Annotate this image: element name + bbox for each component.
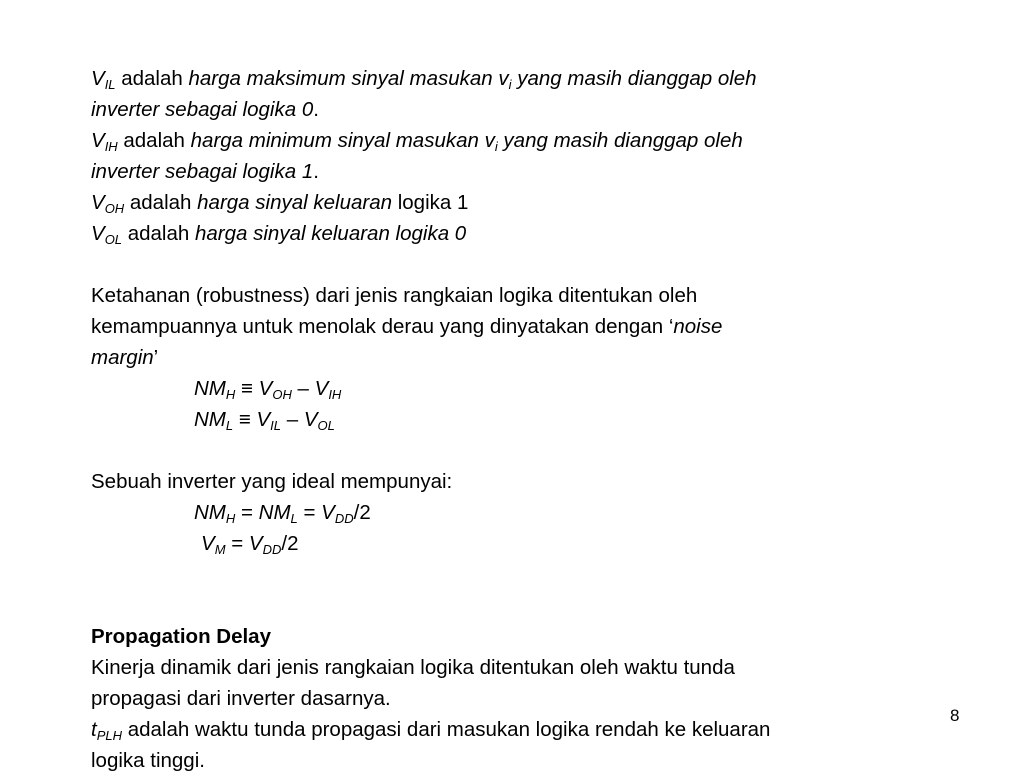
vih-adalah: adalah (117, 129, 191, 152)
vil-line2: inverter sebagai logika 0 (91, 98, 314, 121)
ideal-nm1: NM (194, 501, 226, 524)
voh-symbol: V (91, 191, 105, 214)
vol-subscript: OL (104, 232, 123, 247)
vih-line2: inverter sebagai logika 1 (91, 160, 314, 183)
nml-equiv: ≡ (233, 408, 257, 431)
vil-subscript: IL (104, 77, 116, 92)
voh-subscript: OH (104, 201, 125, 216)
voh-adalah: adalah (124, 191, 198, 214)
robustness-margin: margin (91, 346, 154, 369)
nml-v2-sub: OL (317, 418, 335, 433)
tplh-symbol: t (91, 718, 97, 741)
vil-definition-line1 (91, 63, 951, 94)
ideal-v-sub: DD (334, 511, 354, 526)
nmh-equiv: ≡ (235, 377, 259, 400)
ideal-nm1-sub: H (225, 511, 236, 526)
robustness-line2-text: kemampuannya untuk menolak derau yang dinyatakan dengan ‘ (91, 315, 674, 338)
nmh-v2: V (314, 377, 329, 400)
propagation-line3 (91, 714, 951, 745)
vil-end: . (313, 98, 319, 121)
vil-desc-a: harga maksimum sinyal masukan v (188, 67, 509, 90)
propagation-line2: propagasi dari inverter dasarnya. (91, 687, 391, 710)
ideal-intro: Sebuah inverter yang ideal mempunyai: (91, 470, 453, 493)
vih-definition-line1 (91, 125, 951, 156)
nml-v1: V (256, 408, 271, 431)
ideal-eq2-eq: = (225, 532, 249, 555)
tplh-subscript: PLH (96, 728, 122, 743)
nml-minus: – (281, 408, 304, 431)
nmh-minus: – (291, 377, 315, 400)
vih-end: . (313, 160, 319, 183)
ideal-equation-2 (91, 528, 951, 559)
nmh-nm-sub: H (225, 387, 236, 402)
propagation-line4: logika tinggi. (91, 749, 205, 772)
ideal-eq2-tail: /2 (281, 532, 299, 555)
ideal-vdd-sub: DD (262, 542, 282, 557)
vol-definition (91, 218, 951, 249)
nmh-nm: NM (194, 377, 226, 400)
page-number: 8 (950, 706, 960, 725)
ideal-vm-sub: M (214, 542, 226, 557)
vil-definition-line2 (91, 94, 951, 125)
vih-subscript: IH (104, 139, 118, 154)
ideal-vm: V (201, 532, 215, 555)
vih-desc-a: harga minimum sinyal masukan v (190, 129, 495, 152)
ideal-nm2-sub: L (290, 511, 298, 526)
vil-adalah: adalah (115, 67, 189, 90)
slide-content (91, 63, 951, 776)
nmh-v1: V (258, 377, 273, 400)
propagation-heading (91, 621, 951, 652)
vil-desc-sub: i (508, 77, 512, 92)
vih-desc-b: yang masih dianggap oleh (497, 129, 743, 152)
robustness-quote-close: ’ (153, 346, 159, 369)
equation-nml (91, 404, 951, 435)
tplh-desc: adalah waktu tunda propagasi dari masukan logika rendah ke keluaran (122, 718, 771, 741)
robustness-line1: Ketahanan (robustness) dari jenis rangkaian logika ditentukan oleh (91, 284, 698, 307)
vol-symbol: V (91, 222, 105, 245)
robustness-line2 (91, 311, 951, 342)
ideal-v: V (321, 501, 335, 524)
ideal-nm2: NM (258, 501, 291, 524)
nml-nm-sub: L (225, 418, 234, 433)
ideal-eq1-tail: /2 (353, 501, 371, 524)
nmh-v1-sub: OH (272, 387, 292, 402)
voh-desc: harga sinyal keluaran (197, 191, 393, 214)
ideal-eq-a: = (235, 501, 259, 524)
propagation-line1: Kinerja dinamik dari jenis rangkaian logika ditentukan oleh waktu tunda (91, 656, 735, 679)
propagation-heading-text: Propagation Delay (91, 625, 271, 648)
vol-adalah: adalah (122, 222, 195, 245)
vil-symbol: V (91, 67, 105, 90)
robustness-line3 (91, 342, 951, 373)
nml-v2: V (303, 408, 318, 431)
nml-nm: NM (194, 408, 226, 431)
nml-v1-sub: IL (270, 418, 282, 433)
vih-symbol: V (91, 129, 105, 152)
vih-desc-sub: i (494, 139, 498, 154)
ideal-equation-1 (91, 497, 951, 528)
nmh-v2-sub: IH (328, 387, 342, 402)
ideal-vdd: V (248, 532, 263, 555)
voh-tail: logika 1 (392, 191, 469, 214)
ideal-eq-b: = (297, 501, 322, 524)
vol-desc: harga sinyal keluaran logika 0 (194, 222, 467, 245)
vih-definition-line2 (91, 156, 951, 187)
robustness-noise: noise (673, 315, 723, 338)
voh-definition (91, 187, 951, 218)
vil-desc-b: yang masih dianggap oleh (511, 67, 757, 90)
equation-nmh (91, 373, 951, 404)
